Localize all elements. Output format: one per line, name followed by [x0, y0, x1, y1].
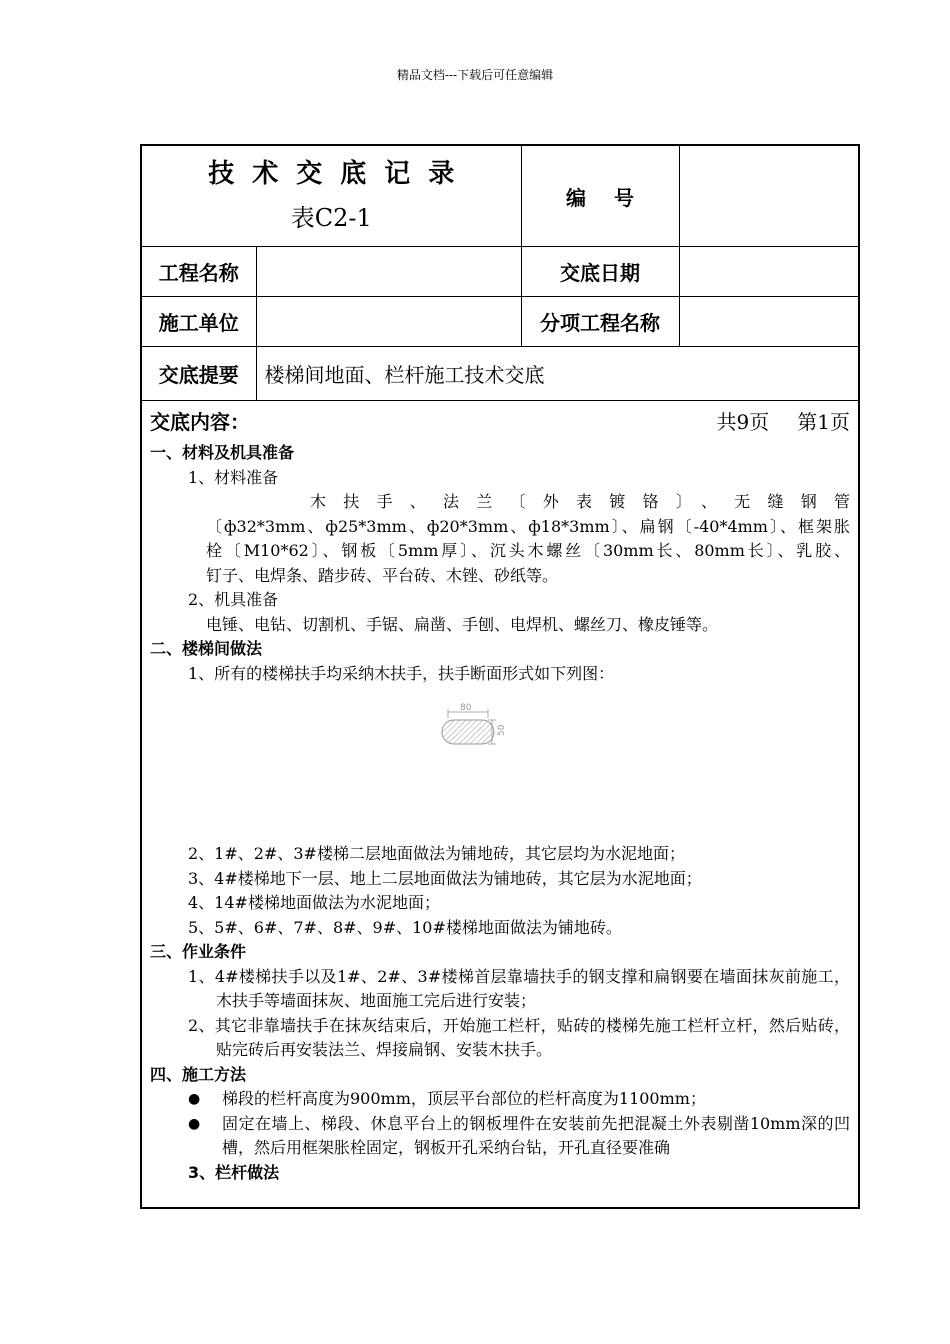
unit-label: 施工单位	[141, 297, 256, 347]
bullet-text: 梯段的栏杆高度为900mm，顶层平台部位的栏杆高度为1100mm；	[222, 1089, 706, 1108]
project-name-value[interactable]	[256, 247, 521, 297]
current-page: 第1页	[797, 409, 851, 434]
section-4-3-heading: 3、栏杆做法	[188, 1162, 280, 1182]
section-1-2-heading: 2、机具准备	[188, 590, 279, 609]
content-label: 交底内容：	[150, 409, 250, 434]
tech-disclosure-form	[140, 144, 860, 1209]
section-4-heading: 四、施工方法	[150, 1064, 247, 1084]
total-pages: 共9页	[716, 409, 770, 434]
handrail-profile-drawing	[444, 702, 507, 754]
section-2-3: 3、4#楼梯地下一层、地上二层地面做法为铺地砖，其它层为水泥地面；	[188, 868, 702, 888]
section-3-1: 1、4#楼梯扶手以及1#、2#、3#楼梯首层靠墙扶手的钢支撑和扁钢要在墙面抹灰前施工，木扶手等墙面抹灰、地面施工完后进行安装；	[188, 966, 851, 1010]
materials-line-2: 〔ф32*3mm、ф25*3mm、ф20*3mm、ф18*3mm〕、扁钢〔-40*4mm〕、框架胀	[206, 516, 851, 536]
unit-value[interactable]	[256, 297, 521, 347]
content-body	[142, 401, 858, 1185]
subproject-label: 分项工程名称	[521, 297, 679, 347]
number-label-cell	[521, 145, 679, 247]
content-cell	[141, 401, 859, 1209]
section-2-5: 5、5#、6#、7#、8#、9#、10#楼梯地面做法为铺地砖。	[188, 917, 622, 937]
materials-line-1: 木扶手、法兰〔外表镀铬〕、无缝钢管	[310, 492, 851, 511]
page-info	[689, 410, 850, 435]
bullet-text: 固定在墙上、梯段、休息平台上的钢板埋件在安装前先把混凝土外表剔凿10mm深的凹槽，然后用框架胀栓固定，钢板开孔采纳台钻，开孔直径要准确	[222, 1113, 851, 1157]
section-2-2: 2、1#、2#、3#楼梯二层地面做法为铺地砖，其它层均为水泥地面；	[188, 844, 685, 863]
subproject-value[interactable]	[679, 297, 859, 347]
date-value[interactable]	[679, 247, 859, 297]
form-code: 表C2-1	[290, 204, 372, 232]
form-title: 技术交底记录	[208, 159, 473, 189]
section-2-1: 1、所有的楼梯扶手均采纳木扶手，扶手断面形式如下列图：	[188, 663, 615, 683]
section-2-heading: 二、楼梯间做法	[150, 639, 263, 658]
summary-value[interactable]: 楼梯间地面、栏杆施工技术交底	[256, 347, 859, 401]
section-3-2: 2、其它非靠墙扶手在抹灰结束后，开始施工栏杆，贴砖的楼梯先施工栏杆立杆，然后贴砖，贴完砖后再安装法兰、焊接扁钢、安装木扶手。	[188, 1015, 851, 1059]
figure-height-label: 50	[497, 724, 507, 736]
summary-label: 交底提要	[141, 347, 256, 401]
bullet-dot: ●	[188, 1091, 201, 1107]
section-1-heading: 一、材料及机具准备	[150, 443, 295, 462]
materials-line-4: 钉子、电焊条、踏步砖、平台砖、木锉、砂纸等。	[206, 565, 559, 585]
bullet-item	[150, 1112, 850, 1161]
title-cell	[141, 145, 521, 247]
content-header	[150, 409, 850, 435]
watermark: 精品文档---下载后可任意编辑	[396, 68, 554, 82]
number-label: 编号	[566, 185, 663, 210]
tools-text: 电锤、电钻、切割机、手锯、扁凿、手刨、电焊机、螺丝刀、橡皮锤等。	[206, 614, 719, 634]
materials-line-3: 栓〔M10*62〕、钢板〔5mm厚〕、沉头木螺丝〔30mm长、80mm长〕、乳胶、	[206, 541, 851, 560]
number-value[interactable]	[679, 145, 859, 247]
section-1-1-heading: 1、材料准备	[188, 467, 279, 487]
handrail-section-figure	[150, 686, 850, 842]
bullet-item	[150, 1087, 850, 1112]
bullet-dot: ●	[188, 1115, 201, 1132]
section-2-4: 4、14#楼梯地面做法为水泥地面；	[188, 893, 440, 912]
project-name-label: 工程名称	[141, 247, 256, 297]
figure-width-label: 80	[460, 703, 472, 713]
date-label: 交底日期	[521, 247, 679, 297]
section-3-heading: 三、作业条件	[150, 942, 247, 961]
